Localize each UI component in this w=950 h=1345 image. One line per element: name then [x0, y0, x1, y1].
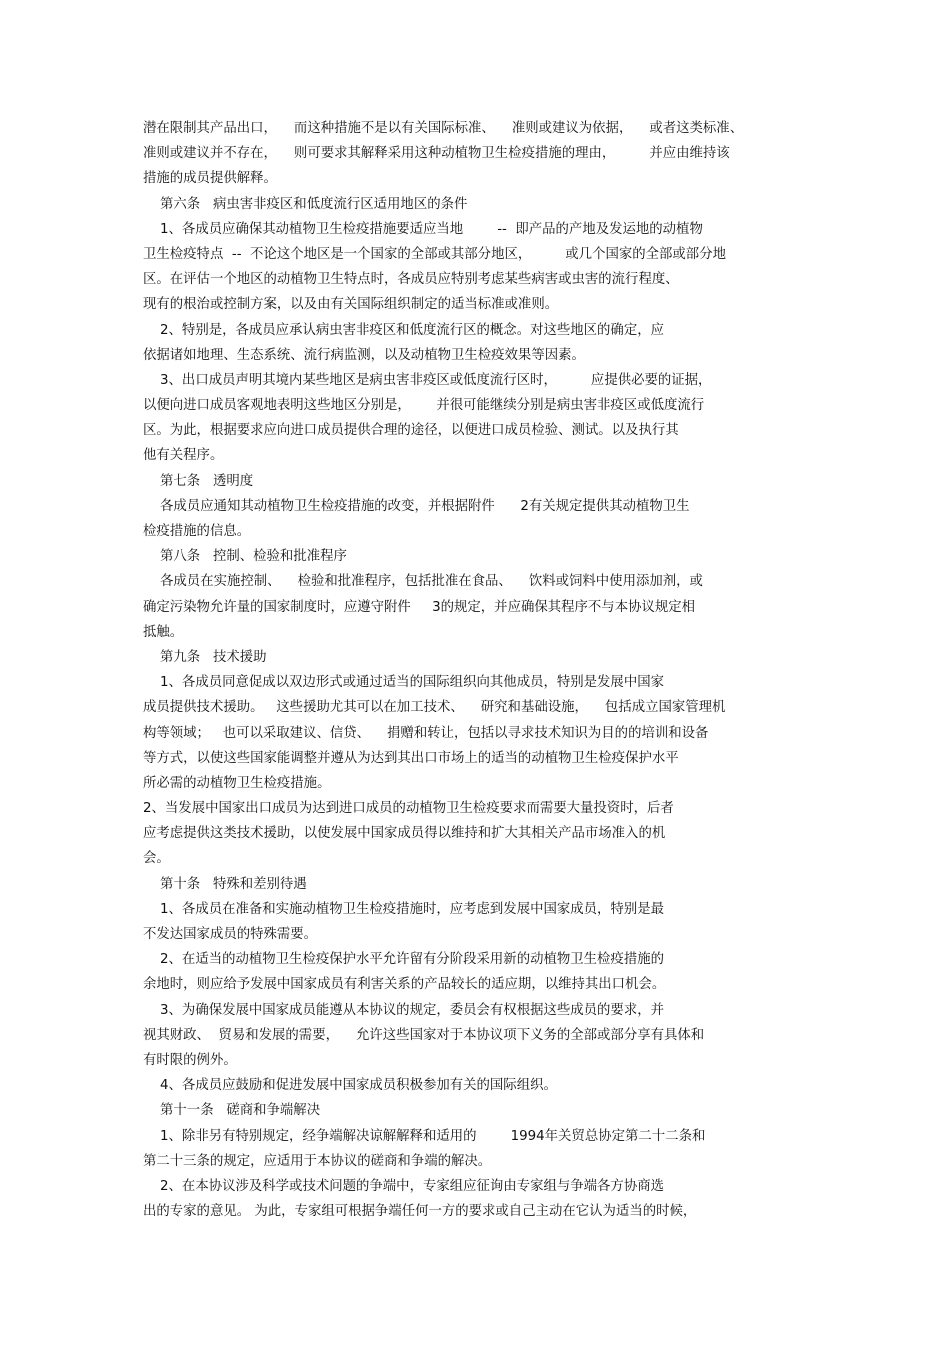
text-line: 视其财政、 贸易和发展的需要， 允许这些国家对于本协议项下义务的全部或部分享有具体和: [143, 1027, 705, 1043]
text-line: 1、各成员应确保其动植物卫生检疫措施要适应当地 -- 即产品的产地及发运地的动植物: [143, 221, 703, 237]
text-line: 会。: [143, 851, 170, 867]
text-line: 他有关程序。: [143, 448, 224, 464]
text-line: 1、各成员同意促成以双边形式或通过适当的国际组织向其他成员，特别是发展中国家: [143, 675, 664, 691]
text-line: 潜在限制其产品出口， 而这种措施不是以有关国际标准、 准则或建议为依据， 或者这类标准、: [143, 121, 744, 136]
text-line: 区。在评估一个地区的动植物卫生特点时，各成员应特别考虑某些病害或虫害的流行程度、: [143, 272, 679, 288]
text-line: 第九条 技术援助: [143, 649, 267, 665]
text-line: 检疫措施的信息。: [143, 524, 251, 539]
text-line: 第六条 病虫害非疫区和低度流行区适用地区的条件: [143, 196, 468, 212]
text-line: 第十一条 磋商和争端解决: [143, 1103, 321, 1119]
text-line: 2、在本协议涉及科学或技术问题的争端中，专家组应征询由专家组与争端各方协商选: [143, 1178, 664, 1194]
text-line: 所必需的动植物卫生检疫措施。: [143, 775, 331, 791]
text-line: 抵触。: [143, 624, 184, 640]
text-line: 第二十三条的规定，应适用于本协议的磋商和争端的解决。: [143, 1153, 492, 1169]
text-line: 2、特别是，各成员应承认病虫害非疫区和低度流行区的概念。对这些地区的确定，应: [143, 322, 664, 338]
text-line: 构等领域； 也可以采取建议、信贷、 捐赠和转让，包括以寻求技术知识为目的的培训和设备: [143, 725, 709, 741]
text-line: 出的专家的意见。 为此，专家组可根据争端任何一方的要求或自己主动在它认为适当的时候，: [143, 1204, 697, 1220]
text-line: 各成员在实施控制、 检验和批准程序，包括批准在食品、 饮料或饲料中使用添加剂，或: [143, 574, 703, 590]
text-line: 区。为此，根据要求应向进口成员提供合理的途径，以便进口成员检验、测试。以及执行其: [143, 423, 679, 439]
document-body: [143, 116, 803, 1224]
text-line: 确定污染物允许量的国家制度时，应遵守附件 3的规定，并应确保其程序不与本协议规定相: [143, 599, 696, 615]
text-line: 成员提供技术援助。 这些援助尤其可以在加工技术、 研究和基础设施， 包括成立国家管理机: [143, 700, 726, 716]
text-line: 依据诸如地理、生态系统、流行病监测，以及动植物卫生检疫效果等因素。: [143, 347, 585, 363]
text-line: 不发达国家成员的特殊需要。: [143, 927, 318, 942]
text-line: 4、各成员应鼓励和促进发展中国家成员积极参加有关的国际组织。: [143, 1078, 557, 1094]
text-line: 3、出口成员声明其境内某些地区是病虫害非疫区或低度流行区时， 应提供必要的证据，: [143, 372, 712, 388]
text-line: 1、除非另有特别规定，经争端解决谅解解释和适用的 1994年关贸总协定第二十二条和: [143, 1128, 706, 1144]
text-line: 余地时，则应给予发展中国家成员有利害关系的产品较长的适应期，以维持其出口机会。: [143, 977, 666, 993]
text-line: 以便向进口成员客观地表明这些地区分别是， 并很可能继续分别是病虫害非疫区或低度流行: [143, 398, 705, 414]
text-line: 等方式，以使这些国家能调整并遵从为达到其出口市场上的适当的动植物卫生检疫保护水平: [143, 750, 679, 766]
text-line: 第七条 透明度: [143, 473, 254, 489]
text-line: 应考虑提供这类技术援助，以使发展中国家成员得以维持和扩大其相关产品市场准入的机: [143, 826, 666, 842]
text-line: 有时限的例外。: [143, 1052, 237, 1068]
text-line: 现有的根治或控制方案，以及由有关国际组织制定的适当标准或准则。: [143, 297, 559, 313]
text-line: 2、在适当的动植物卫生检疫保护水平允许留有分阶段采用新的动植物卫生检疫措施的: [143, 952, 664, 968]
text-line: 措施的成员提供解释。: [143, 171, 277, 187]
text-line: 2、当发展中国家出口成员为达到进口成员的动植物卫生检疫要求而需要大量投资时，后者: [143, 801, 674, 817]
text-line: 卫生检疫特点 -- 不论这个地区是一个国家的全部或其部分地区， 或几个国家的全部或部分地: [143, 246, 726, 262]
text-line: 第十条 特殊和差别待遇: [143, 876, 307, 892]
text-line: 第八条 控制、检验和批准程序: [143, 549, 347, 565]
text-line: 各成员应通知其动植物卫生检疫措施的改变，并根据附件 2有关规定提供其动植物卫生: [143, 498, 690, 514]
text-line: 准则或建议并不存在， 则可要求其解释采用这种动植物卫生检疫措施的理由， 并应由维持该: [143, 146, 730, 162]
text-line: 3、为确保发展中国家成员能遵从本协议的规定，委员会有权根据这些成员的要求，并: [143, 1002, 664, 1018]
text-line: 1、各成员在准备和实施动植物卫生检疫措施时，应考虑到发展中国家成员，特别是最: [143, 901, 664, 917]
